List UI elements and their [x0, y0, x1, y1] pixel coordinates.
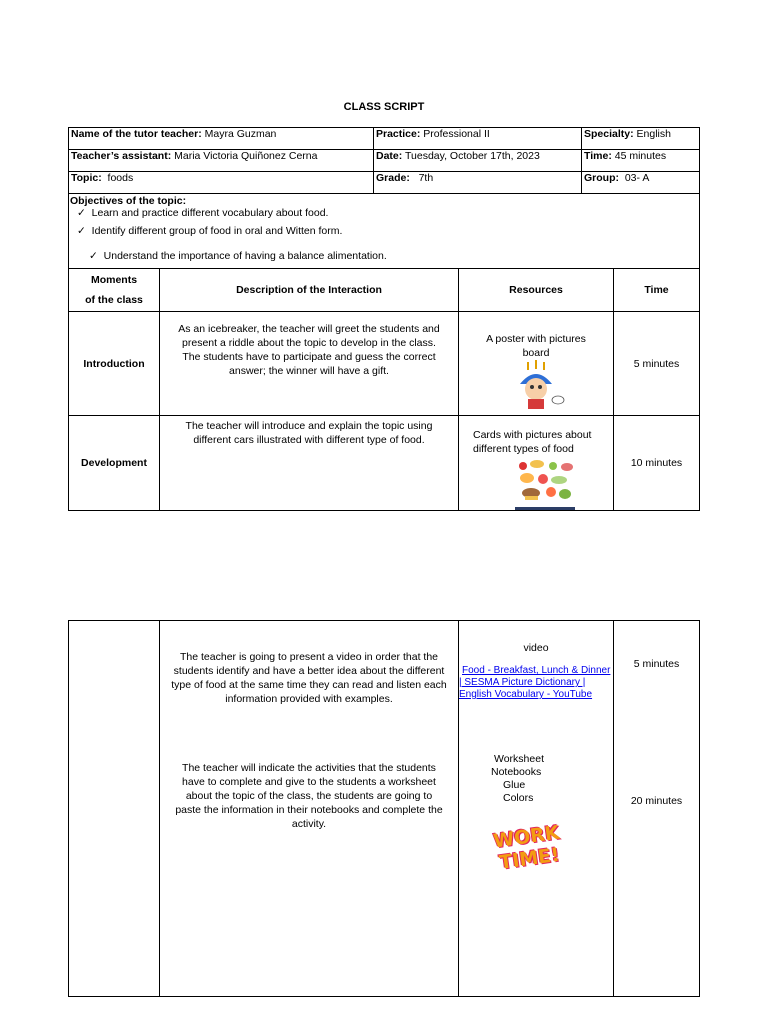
work-time-sticker [489, 821, 566, 875]
grade-cell [374, 172, 582, 194]
time-value: 45 minutes [611, 150, 667, 162]
description-text: As an icebreaker, the teacher will greet the students and present a riddle about the topic to develop in the class. The students have to participate and guess the correct answer; the winner will have a gift. [178, 323, 440, 377]
check-icon: ✓ [77, 207, 86, 219]
worksheet-resources-list [491, 753, 544, 805]
description-text: The teacher will introduce and explain the topic using different cars illustrated with different type of food. [185, 420, 433, 446]
check-icon: ✓ [89, 250, 98, 262]
grade-label: Grade: [376, 172, 410, 184]
thinking-kid-illustration [506, 360, 566, 410]
video-link-line3[interactable]: English Vocabulary - YouTube [459, 689, 593, 700]
moment-cell: Development [69, 416, 160, 511]
group-cell [582, 172, 700, 194]
time-value-cell: 10 minutes [614, 416, 700, 511]
objectives-title: Objectives of the topic: [70, 195, 187, 207]
video-resource-label: video [523, 642, 549, 654]
description-cell [160, 416, 459, 511]
time-value: 5 minutes [633, 658, 680, 670]
table-row [69, 312, 700, 416]
objective-text: Identify different group of food in oral and Witten form. [91, 225, 343, 237]
tutor-cell [69, 128, 374, 150]
resource-item: Worksheet [494, 753, 544, 765]
date-label: Date: [376, 150, 403, 162]
practice-value: Professional II [420, 128, 490, 140]
header-info-table [68, 127, 700, 194]
assistant-value: Maria Victoria Quiñonez Cerna [171, 150, 318, 162]
resources-text: Cards with pictures about different types of food [473, 429, 592, 455]
time-cell [582, 150, 700, 172]
grade-value: 7th [409, 172, 434, 184]
group-value: 03- A [619, 172, 650, 184]
time-value-cell: 5 minutes [614, 312, 700, 416]
description-cell [160, 312, 459, 416]
video-link-line2[interactable]: | SESMA Picture Dictionary | [459, 677, 586, 688]
date-cell [374, 150, 582, 172]
moments-header-line2: of the class [85, 294, 143, 306]
table-header-row [69, 269, 700, 312]
continuation-table [68, 620, 700, 997]
specialty-cell [582, 128, 700, 150]
topic-value: foods [101, 172, 134, 184]
time-label: Time: [584, 150, 612, 162]
time-value: 20 minutes [630, 795, 683, 807]
specialty-value: English [633, 128, 671, 140]
resources-cell [459, 312, 614, 416]
group-label: Group: [584, 172, 619, 184]
objectives-box [68, 193, 700, 269]
specialty-label: Specialty: [584, 128, 634, 140]
resources-cell [459, 621, 614, 997]
tutor-label: Name of the tutor teacher: [71, 128, 202, 140]
objective-item [77, 207, 328, 219]
food-illustration [513, 458, 577, 510]
resources-header: Resources [459, 269, 614, 312]
practice-cell [374, 128, 582, 150]
resource-item: Notebooks [491, 766, 542, 778]
resource-item: Colors [503, 792, 534, 804]
resources-cell [459, 416, 614, 511]
description-cell [160, 621, 459, 997]
moments-header-line1: Moments [90, 274, 138, 286]
topic-label: Topic: [71, 172, 102, 184]
time-cell [614, 621, 700, 997]
moment-cell: Introduction [69, 312, 160, 416]
objective-item [77, 225, 342, 237]
resource-item: Glue [503, 779, 526, 791]
objective-text: Learn and practice different vocabulary about food. [91, 207, 329, 219]
date-value: Tuesday, October 17th, 2023 [402, 150, 540, 162]
topic-cell [69, 172, 374, 194]
assistant-label: Teacher’s assistant: [71, 150, 172, 162]
resources-text: A poster with pictures board [486, 333, 586, 359]
description-header: Description of the Interaction [160, 269, 459, 312]
objective-item [89, 250, 387, 262]
work-time-word1: WORK [492, 821, 561, 853]
tutor-value: Mayra Guzman [201, 128, 277, 140]
video-link[interactable] [459, 665, 613, 701]
table-row [69, 416, 700, 511]
assistant-cell [69, 150, 374, 172]
video-activity-text: The teacher is going to present a video in order that the students identify and have a better idea about the different type of food at the same time they can read and listen each information provided with examples. [171, 651, 447, 705]
video-link-line1[interactable]: Food - Breakfast, Lunch & Dinner [462, 665, 611, 676]
lesson-table [68, 268, 700, 511]
time-header: Time [614, 269, 700, 312]
check-icon: ✓ [77, 225, 86, 237]
moment-cell [69, 621, 160, 997]
document-title: CLASS SCRIPT [343, 101, 425, 113]
moments-header [69, 269, 160, 312]
objective-text: Understand the importance of having a balance alimentation. [103, 250, 387, 262]
worksheet-activity-text: The teacher will indicate the activities that the students have to complete and give to the students a worksheet about the topic of the class, the students are going to paste the information in their notebooks and complete the activity. [175, 762, 443, 830]
work-time-word2: TIME! [497, 843, 562, 875]
practice-label: Practice: [376, 128, 421, 140]
